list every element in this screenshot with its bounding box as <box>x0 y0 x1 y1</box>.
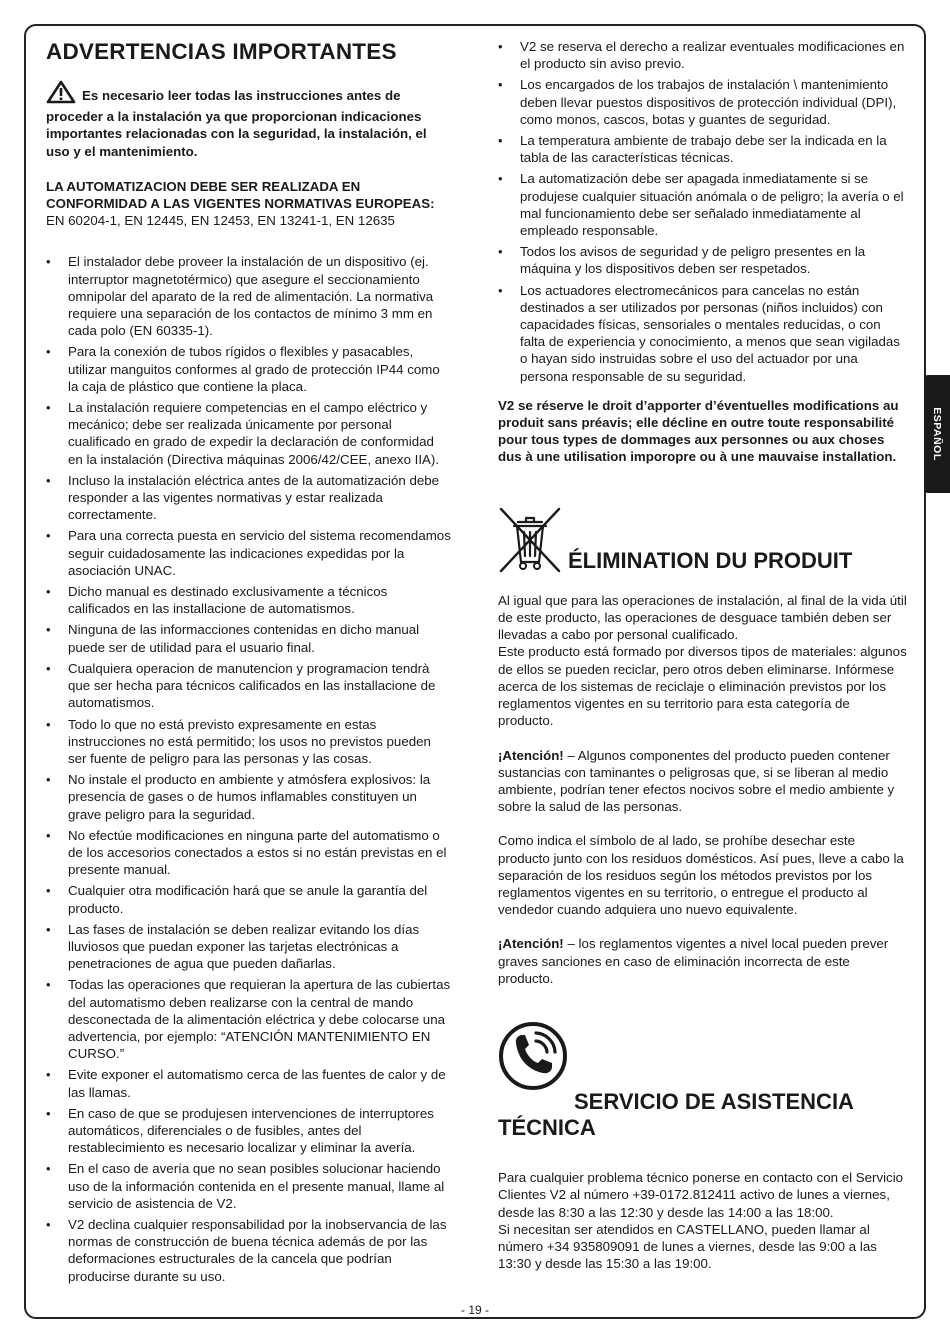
warnings-title: ADVERTENCIAS IMPORTANTES <box>46 39 397 64</box>
disposal-title: ÉLIMINATION DU PRODUIT <box>568 547 853 573</box>
service-title <box>498 1089 908 1141</box>
service-paragraph-1: Para cualquier problema técnico ponerse en contacto con el Servicio Clientes V2 al número +39-0172.812411 activo de lunes a viernes, desde las 8:30 a las 12:30 y desde las 14:00 a las 18:00. <box>498 1170 904 1220</box>
phone-support-icon <box>498 1021 908 1095</box>
right-bullet-list <box>498 38 908 385</box>
list-item: • En caso de que se produjesen intervenciones de interruptores automáticos, diferenciales o de fusibles, antes del restablecimiento es necesario localizar y eliminar la avería. <box>46 1105 452 1157</box>
service-section <box>498 1021 908 1272</box>
warnings-intro <box>46 80 452 160</box>
page-number: - 19 - <box>460 1303 489 1317</box>
left-bullet-list <box>46 253 452 1284</box>
v2-disclaimer: V2 se réserve le droit d’apporter d’éventuelles modifications au produit sans préavis; elle décline en outre toute responsabilité pour tous types de dommages aux personnes ou aux choses dus à une utilisation imporopre ou à une mauvaise installation. <box>498 397 899 465</box>
standards-list: EN 60204-1, EN 12445, EN 12453, EN 13241-1, EN 12635 <box>46 213 395 229</box>
disposal-paragraph-3: Como indica el símbolo de al lado, se prohíbe desechar este producto junto con los residuos domésticos. Así pues, lleve a cabo la separación de los residuos según los métodos previstos por los reglamentos vigentes en su territorio, o entregue el producto al vendedor cuando adquiera uno nuevo equivalente. <box>498 833 904 918</box>
list-item: • Para la conexión de tubos rígidos o flexibles y pasacables, utilizar manguitos conformes al grado de protección IP44 como la caja de plástico que contiene la placa. <box>46 343 452 395</box>
list-item: • La instalación requiere competencias en el campo eléctrico y mecánico; debe ser realizada únicamente por personal cualificado en grado de expedir la declaración de conformidad en la instalación (Directiva máquinas 2006/42/CEE, anexo IIA). <box>46 399 452 468</box>
list-item: • No efectúe modificaciones en ninguna parte del automatismo o de los accesorios conectados a estos si no están previstas en el presente manual. <box>46 827 452 879</box>
list-item: • Cualquiera operacion de manutencion y programacion tendrà que ser hecha para técnicos calificados en las installacione de automatismos. <box>46 660 452 712</box>
list-item: • Todo lo que no está previsto expresamente en estas instrucciones no está permitido; los usos no previstos pueden ser fuente de peligro para las personas y las cosas. <box>46 716 452 768</box>
list-item: • La automatización debe ser apagada inmediatamente si se produjese cualquier situación anómala o de peligro; la avería o el mal funcionamiento debe ser señalado inmediatamente al empleado responsable. <box>498 170 908 239</box>
service-paragraph-2: Si necesitan ser atendidos en CASTELLANO, pueden llamar al número +34 935809091 de lunes a viernes, desde las 9:00 a las 13:30 y desde las 15:30 a las 19:00. <box>498 1221 877 1272</box>
language-tab-label: ESPAÑOL <box>931 407 943 461</box>
attention-text: – Algunos componentes del producto pueden contener sustancias con taminantes o peligrosas que, si se liberan al medio ambiente, podrían tener efectos nocivos sobre el medio ambiente y sobre la salud de las personas. <box>498 747 895 815</box>
disposal-attention-2 <box>498 935 908 987</box>
list-item: • No instale el producto en ambiente y atmósfera explosivos: la presencia de gases o de humos inflamables constituyen un grave peligro para la seguridad. <box>46 771 452 823</box>
service-title-line-1: SERVICIO DE ASISTENCIA <box>574 1089 854 1115</box>
standards-heading: LA AUTOMATIZACION DEBE SER REALIZADA EN CONFORMIDAD A LAS VIGENTES NORMATIVAS EUROPEAS: <box>46 178 435 212</box>
service-header <box>498 1021 908 1141</box>
attention-text: – los reglamentos vigentes a nivel local pueden prever graves sanciones en caso de eliminación incorrecta de este producto. <box>498 936 889 986</box>
list-item: • Evite exponer el automatismo cerca de las fuentes de calor y de las llamas. <box>46 1066 452 1100</box>
disposal-header <box>498 506 908 578</box>
list-item: • V2 declina cualquier responsabilidad por la inobservancia de las normas de construcción de buena técnica además de por las deformaciones estructurales de la cancela que podrían producirse durante su uso. <box>46 1216 452 1285</box>
list-item: • V2 se reserva el derecho a realizar eventuales modificaciones en el producto sin aviso previo. <box>498 38 908 72</box>
left-column <box>46 38 452 1289</box>
crossed-bin-icon <box>498 506 568 578</box>
list-item: • Cualquier otra modificación hará que se anule la garantía del producto. <box>46 882 452 916</box>
list-item: • Las fases de instalación se deben realizar evitando los días lluviosos que puedan exponer las tarjetas electrónicas a penetraciones de agua que pueden dañarlas. <box>46 921 452 973</box>
list-item: • Todos los avisos de seguridad y de peligro presentes en la máquina y los dispositivos deben ser respetados. <box>498 243 908 277</box>
list-item: • Los actuadores electromecánicos para cancelas no están destinados a ser utilizados por personas (niños incluidos) con capacidades físicas, sensoriales o mentales reducidas, o con falta de experiencia y conocimiento, a menos que sean vigiladas o hayan sido instruidas sobre el uso del actuador por una persona responsable de su seguridad. <box>498 282 908 385</box>
language-tab <box>924 375 950 493</box>
list-item: • Todas las operaciones que requieran la apertura de las cubiertas del automatismo deben realizarse con la central de mando desconectada de la alimentación eléctrica y debe colocarse una advertencia, por ejemplo: “ATENCIÓN MANTENIMIENTO EN CURSO.” <box>46 976 452 1062</box>
list-item: • Ninguna de las informacciones contenidas en dicho manual puede ser de utilidad para el usuario final. <box>46 621 452 655</box>
list-item: • Para una correcta puesta en servicio del sistema recomendamos seguir cuidadosamente las indicaciones expedidas por la asociación UNAC. <box>46 527 452 579</box>
list-item: • Los encargados de los trabajos de instalación \ mantenimiento deben llevar puestos dispositivos de protección individual (DPI), como monos, cascos, botas y guantes de seguridad. <box>498 76 908 128</box>
standards-block <box>46 178 452 230</box>
warning-triangle-icon <box>46 80 76 108</box>
list-item: • Incluso la instalación eléctrica antes de la automatización debe responder a las vigentes normativas y estar realizada correctamente. <box>46 472 452 524</box>
disposal-section <box>498 506 908 987</box>
list-item: • Dicho manual es destinado exclusivamente a técnicos calificados en las installacione de automatismos. <box>46 583 452 617</box>
attention-label: ¡Atención! <box>498 747 564 763</box>
warnings-intro-text: Es necesario leer todas las instrucciones antes de proceder a la instalación ya que proporcionan indicaciones importantes relacionadas con la seguridad, la instalación, el uso y el mantenimiento. <box>46 88 427 159</box>
disposal-paragraph-2: Este producto está formado por diversos tipos de materiales: algunos de ellos se pueden reciclar, pero otros deben eliminarse. Infórmese acerca de los sistemas de reciclaje o eliminación previstos por los reglamentos vigentes en su territorio para esta categoría de producto. <box>498 644 907 729</box>
disposal-paragraph-1: Al igual que para las operaciones de instalación, al final de la vida útil de este producto, las operaciones de desguace también deben ser llevadas a cabo por personal cualificado. <box>498 592 907 643</box>
list-item: • La temperatura ambiente de trabajo debe ser la indicada en la tabla de las características técnicas. <box>498 132 908 166</box>
attention-label: ¡Atención! <box>498 936 564 952</box>
list-item: • El instalador debe proveer la instalación de un dispositivo (ej. interruptor magnetotérmico) que asegure el seccionamiento omnipolar del aparato de la red de alimentación. La normativa requiere una separación de los contactos de mínimo 3 mm en cada polo (EN 60335-1). <box>46 253 452 339</box>
right-column <box>498 38 908 1272</box>
service-title-line-2: TÉCNICA <box>498 1115 596 1141</box>
disposal-attention-1 <box>498 747 908 816</box>
list-item: • En el caso de avería que no sean posibles solucionar haciendo uso de la información contenida en el presente manual, llame al servicio de asistencia de V2. <box>46 1160 452 1212</box>
